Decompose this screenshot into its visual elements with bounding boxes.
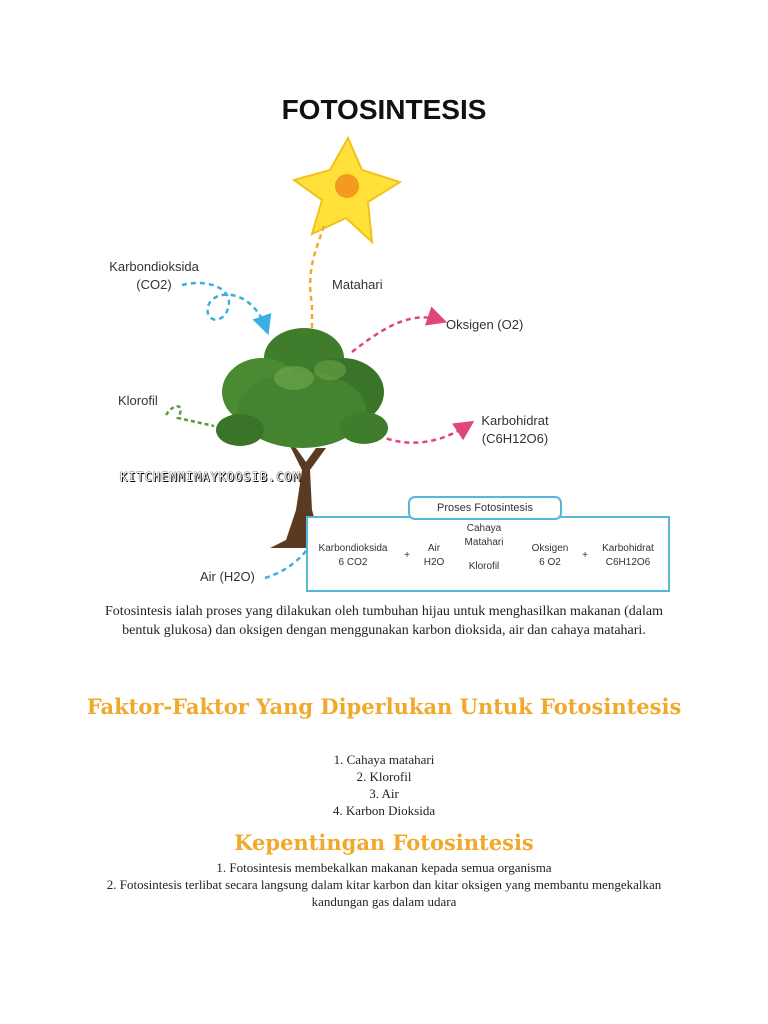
list-item: 2. Klorofil (356, 769, 412, 784)
page-title: FOTOSINTESIS (281, 94, 487, 125)
list-item: 4. Karbon Dioksida (332, 803, 436, 818)
photosynthesis-diagram (90, 130, 690, 600)
product-oxygen: Oksigen 6 O2 (531, 543, 569, 568)
arrow-bottom-label: Klorofil (468, 561, 500, 572)
sun-icon (294, 138, 400, 242)
oxygen-arrow (352, 317, 440, 352)
chlorophyll-label: Klorofil (118, 393, 158, 408)
sunlight-arrow (310, 226, 324, 335)
water-label: Air (H2O) (200, 569, 255, 584)
list-item: 3. Air (369, 786, 399, 801)
process-box-title: Proses Fotosintesis (408, 496, 562, 520)
carbohydrate-label: Karbohidrat (C6H12O6) (481, 413, 549, 446)
reactant-water: Air H2O (423, 543, 445, 568)
importance-list (84, 859, 684, 910)
factors-heading: Faktor-Faktor Yang Diperlukan Untuk Fotosintesis (86, 694, 682, 719)
chlorophyll-arrow (166, 406, 214, 426)
arrow-top-label: Cahaya Matahari (464, 523, 504, 548)
plus-sign: + (404, 550, 410, 561)
plus-sign: + (582, 550, 588, 561)
tree-icon (216, 328, 388, 548)
oxygen-label: Oksigen (O2) (446, 317, 524, 332)
list-item: 2. Fotosintesis terlibat secara langsung dalam kitar karbon dan kitar oksigen yang membantu mengekalkan kandungan gas dalam udara (106, 877, 662, 909)
product-carbohydrate: Karbohidrat C6H12O6 (602, 543, 654, 568)
co2-label: Karbondioksida (CO2) (109, 259, 199, 292)
list-item: 1. Cahaya matahari (333, 752, 435, 767)
factors-list (0, 751, 768, 819)
sunlight-label: Matahari (332, 277, 383, 292)
importance-heading: Kepentingan Fotosintesis (234, 830, 534, 855)
description-paragraph: Fotosintesis ialah proses yang dilakukan oleh tumbuhan hijau untuk menghasilkan makanan (dalam bentuk glukosa) dan oksigen dengan menggunakan karbon dioksida, air dan cahaya matahari. (105, 604, 663, 638)
watermark: KITCHENMIMAYKOOSIB.COM (120, 470, 301, 484)
list-item: 1. Fotosintesis membekalkan makanan kepada semua organisma (216, 860, 552, 875)
reactant-co2: Karbondioksida 6 CO2 (318, 543, 388, 568)
